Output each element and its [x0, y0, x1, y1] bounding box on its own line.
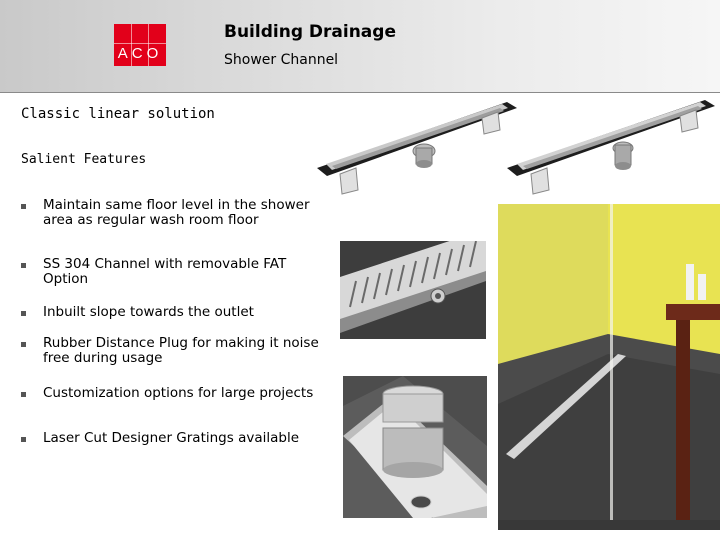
feature-text: Customization options for large projects [43, 385, 314, 401]
feature-text: Rubber Distance Plug for making it noise free during usage [43, 335, 319, 366]
feature-text: Inbuilt slope towards the outlet [43, 304, 254, 320]
bullet-icon [21, 437, 26, 442]
aco-logo [114, 24, 166, 66]
feature-text: SS 304 Channel with removable FAT Option [43, 256, 287, 287]
bullet-icon [21, 342, 26, 347]
bullet-icon [21, 204, 26, 209]
logo-text: ACO [117, 45, 163, 62]
bullet-icon [21, 263, 26, 268]
bathroom-installation-image [498, 204, 720, 530]
page-title: Building Drainage [224, 22, 396, 42]
logo-grid-line [114, 43, 166, 44]
shower-channel-product-image-1 [312, 96, 522, 196]
channel-parts-closeup-image [343, 376, 487, 518]
header-band [0, 0, 720, 92]
shower-channel-product-image-2 [505, 96, 720, 196]
section-heading: Classic linear solution [21, 106, 215, 122]
feature-text: Maintain same floor level in the shower area as regular wash room floor [43, 197, 310, 228]
bullet-icon [21, 392, 26, 397]
header-divider [0, 92, 720, 93]
features-heading: Salient Features [21, 152, 147, 167]
bullet-icon [21, 311, 26, 316]
grating-closeup-image [340, 241, 486, 339]
page-subtitle: Shower Channel [224, 52, 339, 68]
feature-text: Laser Cut Designer Gratings available [43, 430, 300, 446]
